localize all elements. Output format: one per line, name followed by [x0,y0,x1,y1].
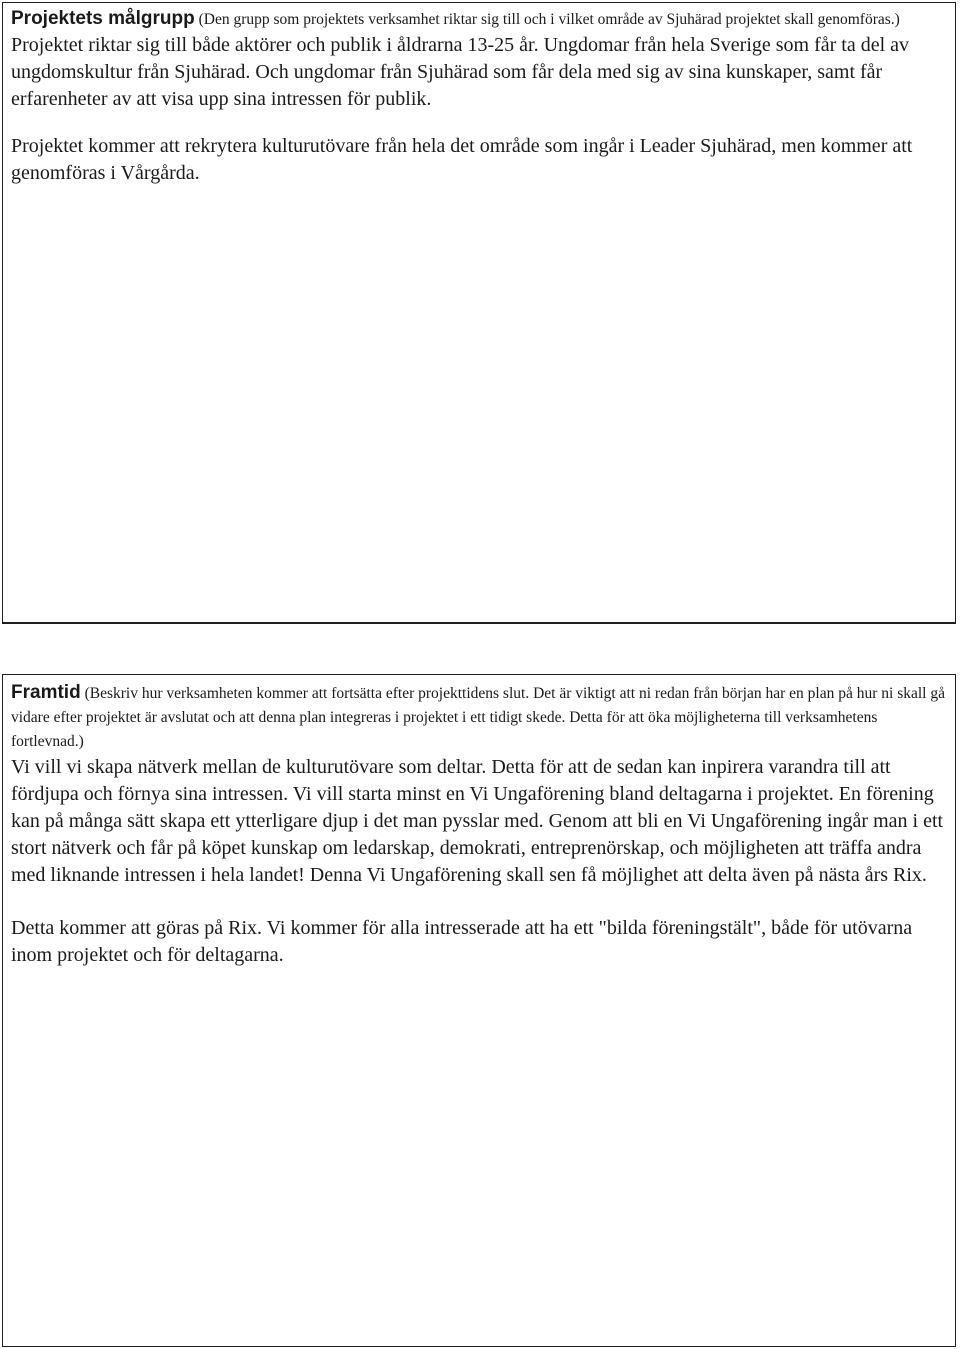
future-title: Framtid [11,682,81,703]
target-group-instruction: Den grupp som projektets verksamhet riktar sig till och i vilket område av Sjuhärad projektet skall genomföras.) [203,11,900,28]
future-instruction: Beskriv hur verksamheten kommer att fortsätta efter projekttidens slut. Det är viktigt att ni redan från början har en plan på hur ni skall gå vidare efter projektet är avslutat och att denna plan integreras i projektet i ett tidigt skede. Detta för att öka möjligheterna till verksamhetens fortlevnad.) [11,685,945,750]
target-group-paragraph-1: Projektet riktar sig till både aktörer och publik i åldrarna 13-25 år. Ungdomar från hela Sverige som får ta del av ungdomskultur från Sjuhärad. Och ungdomar från Sjuhärad som får dela med sig av sina kunskaper, samt får erfarenheter av att visa upp sina intressen för publik. [11,34,910,110]
target-group-title: Projektets målgrupp [11,8,195,29]
future-section [2,674,956,1347]
future-paragraph-2: Detta kommer att göras på Rix. Vi kommer för alla intresserade att ha ett "bilda föreningstält", både för utövarna inom projektet och för deltagarna. [11,917,913,966]
target-group-paragraph-2: Projektet kommer att rekrytera kulturutövare från hela det område som ingår i Leader Sjuhärad, men kommer att genomföras i Vårgårda. [11,135,913,184]
future-heading [11,681,951,754]
future-open-paren: ( [80,685,90,702]
target-group-heading [11,7,951,32]
target-group-content [11,7,951,187]
future-paragraph-1: Vi vill vi skapa nätverk mellan de kulturutövare som deltar. Detta för att de sedan kan inpirera varandra till att fördjupa och förnya sina intressen. Vi vill starta minst en Vi Ungaförening bland deltagarna i projektet. En förening kan på många sätt skapa ett ytterligare djup i det man pysslar med. Genom att bli en Vi Ungaförening ingår man i ett stort nätverk och får på köpet kunskap om ledarskap, demokrati, entreprenörskap, och möjligheten att träffa andra med liknande intressen i hela landet! Denna Vi Ungaförening skall sen få möjlighet att delta även på nästa års Rix. [11,756,944,886]
future-content [11,681,951,969]
target-group-section [2,2,956,624]
target-group-open-paren: ( [194,11,204,28]
